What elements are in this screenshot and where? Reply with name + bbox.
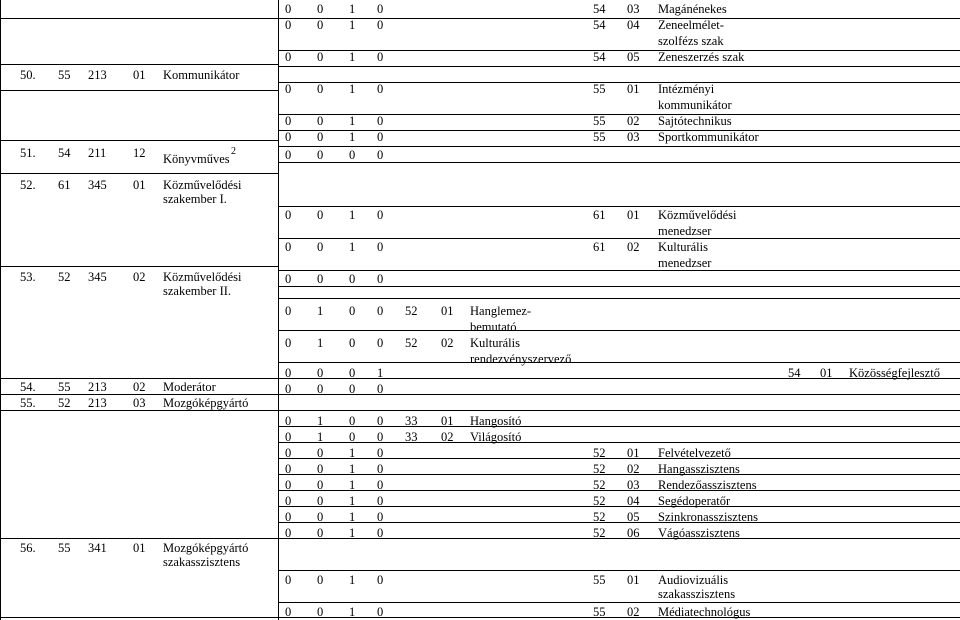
flag-cell: 0 [377,478,384,492]
occupation-name: Sajtótechnikus [658,114,732,128]
code-cell: 341 [88,541,107,555]
code-cell: 345 [88,270,107,284]
flag-cell: 0 [349,430,356,444]
code-cell: 01 [441,414,454,428]
code-cell: 02 [627,462,640,476]
flag-cell: 0 [377,240,384,254]
row-rule [278,602,960,603]
flag-cell: 0 [377,336,384,350]
row-number: 50. [20,68,36,82]
flag-cell: 0 [317,446,324,460]
code-cell: 55 [593,573,606,587]
footnote-marker: 2 [231,146,236,157]
code-cell: 52 [58,270,71,284]
code-cell: 55 [593,82,606,96]
flag-cell: 0 [285,494,292,508]
code-cell: 05 [627,510,640,524]
flag-cell: 0 [285,2,292,16]
code-cell: 61 [58,178,71,192]
flag-cell: 0 [317,130,324,144]
flag-cell: 0 [285,114,292,128]
flag-cell: 0 [377,2,384,16]
row-rule [278,330,960,331]
row-rule [278,362,960,363]
code-cell: 01 [627,82,640,96]
code-cell: 01 [627,446,640,460]
occupation-name: menedzser [658,224,712,238]
code-cell: 52 [593,494,606,508]
flag-cell: 1 [349,18,356,32]
flag-cell: 1 [349,2,356,16]
code-cell: 02 [627,240,640,254]
flag-cell: 0 [285,130,292,144]
code-cell: 33 [405,414,418,428]
code-cell: 02 [441,430,454,444]
code-cell: 03 [627,478,640,492]
flag-cell: 0 [285,605,292,619]
occupation-name: Közművelődési [163,178,242,192]
code-cell: 54 [593,2,606,16]
row-rule [0,394,278,395]
code-cell: 33 [405,430,418,444]
flag-cell: 1 [349,50,356,64]
row-rule [0,18,278,19]
occupation-name: Magánénekes [658,2,727,16]
flag-cell: 0 [285,430,292,444]
code-cell: 02 [441,336,454,350]
occupation-name: Intézményi [658,82,715,96]
flag-cell: 0 [285,208,292,222]
flag-cell: 0 [317,462,324,476]
flag-cell: 0 [317,2,324,16]
row-rule [0,410,278,411]
row-rule [0,378,278,379]
flag-cell: 0 [285,304,292,318]
flag-cell: 0 [377,414,384,428]
flag-cell: 0 [317,573,324,587]
row-number: 56. [20,541,36,555]
flag-cell: 0 [317,526,324,540]
code-cell: 52 [405,336,418,350]
row-rule [278,270,960,271]
flag-cell: 0 [377,382,384,396]
code-cell: 52 [593,462,606,476]
flag-cell: 0 [377,148,384,162]
code-cell: 55 [593,114,606,128]
occupation-name: szakember II. [163,284,232,298]
occupation-name: Rendezőasszisztens [658,478,757,492]
flag-cell: 1 [349,446,356,460]
code-cell: 52 [58,396,71,410]
row-rule [278,206,960,207]
flag-cell: 0 [349,148,356,162]
occupation-name: Segédoperatőr [658,494,731,508]
occupation-name: Médiatechnológus [658,605,751,619]
flag-cell: 0 [377,446,384,460]
row-rule [0,538,278,539]
row-rule [0,617,278,618]
row-rule [278,286,960,287]
flag-cell: 0 [285,382,292,396]
code-cell: 54 [593,18,606,32]
row-rule [278,238,960,239]
occupation-name: szakasszisztens [163,555,241,569]
flag-cell: 0 [317,240,324,254]
row-number: 51. [20,146,36,160]
flag-cell: 0 [377,494,384,508]
code-cell: 02 [133,380,146,394]
flag-cell: 0 [317,272,324,286]
flag-cell: 1 [349,240,356,254]
occupation-name: menedzser [658,256,712,270]
code-cell: 12 [133,146,146,160]
code-cell: 54 [58,146,71,160]
flag-cell: 1 [349,478,356,492]
flag-cell: 0 [377,573,384,587]
code-cell: 52 [593,526,606,540]
occupation-name: Kommunikátor [163,68,240,82]
flag-cell: 0 [349,414,356,428]
flag-cell: 0 [349,366,356,380]
occupation-name: Zeneelmélet- [658,18,724,32]
flag-cell: 1 [349,510,356,524]
code-cell: 01 [820,366,833,380]
occupation-name: Hangasszisztens [658,462,740,476]
row-rule [0,90,278,91]
flag-cell: 1 [317,414,324,428]
flag-cell: 0 [317,50,324,64]
code-cell: 55 [593,130,606,144]
flag-cell: 0 [317,605,324,619]
code-cell: 54 [593,50,606,64]
flag-cell: 0 [349,272,356,286]
code-cell: 04 [627,18,640,32]
flag-cell: 1 [349,573,356,587]
row-rule [0,64,278,65]
flag-cell: 0 [377,82,384,96]
column-rule [278,0,279,620]
code-cell: 213 [88,380,107,394]
flag-cell: 0 [285,50,292,64]
occupation-name: rendezvényszervező [470,352,572,366]
flag-cell: 0 [285,573,292,587]
flag-cell: 0 [317,82,324,96]
code-cell: 01 [441,304,454,318]
flag-cell: 0 [285,366,292,380]
code-cell: 345 [88,178,107,192]
flag-cell: 0 [285,336,292,350]
flag-cell: 0 [285,510,292,524]
code-cell: 01 [133,68,146,82]
flag-cell: 0 [317,494,324,508]
flag-cell: 1 [317,336,324,350]
code-cell: 01 [133,178,146,192]
occupation-name: Hangosító [470,414,522,428]
flag-cell: 0 [285,414,292,428]
flag-cell: 0 [317,208,324,222]
occupation-name: Hanglemez- [470,304,532,318]
column-rule [0,0,1,620]
occupation-name: Könyvműves [163,152,230,166]
code-cell: 04 [627,494,640,508]
flag-cell: 0 [377,510,384,524]
flag-cell: 1 [349,605,356,619]
code-cell: 01 [133,541,146,555]
code-cell: 55 [58,380,71,394]
flag-cell: 1 [317,304,324,318]
flag-cell: 0 [377,526,384,540]
occupation-name: Mozgóképgyártó [163,396,249,410]
code-cell: 55 [58,541,71,555]
code-cell: 05 [627,50,640,64]
flag-cell: 1 [349,462,356,476]
occupation-name: Közösségfejlesztő [849,366,940,380]
flag-cell: 0 [285,272,292,286]
flag-cell: 0 [377,130,384,144]
flag-cell: 0 [349,382,356,396]
row-rule [278,570,960,571]
code-cell: 03 [627,130,640,144]
code-cell: 54 [788,366,801,380]
row-rule [278,146,960,147]
row-rule [0,173,278,174]
flag-cell: 0 [317,114,324,128]
occupation-name: Mozgóképgyártó [163,541,249,555]
code-cell: 55 [58,68,71,82]
code-cell: 213 [88,396,107,410]
occupation-name: Közművelődési [658,208,737,222]
flag-cell: 0 [377,114,384,128]
flag-cell: 0 [317,148,324,162]
occupation-name: Kulturális [470,336,520,350]
occupation-name: Vágóasszisztens [658,526,740,540]
row-number: 54. [20,380,36,394]
flag-cell: 0 [377,462,384,476]
code-cell: 02 [133,270,146,284]
row-rule [278,410,960,411]
flag-cell: 1 [349,82,356,96]
row-number: 52. [20,178,36,192]
flag-cell: 0 [377,50,384,64]
flag-cell: 0 [285,240,292,254]
flag-cell: 0 [285,526,292,540]
occupation-name: Közművelődési [163,270,242,284]
code-cell: 52 [593,478,606,492]
code-cell: 02 [627,605,640,619]
occupation-name: Sportkommunikátor [658,130,759,144]
flag-cell: 1 [349,114,356,128]
occupation-name: szolfézs szak [658,34,724,48]
flag-cell: 0 [377,272,384,286]
flag-cell: 0 [317,366,324,380]
code-cell: 06 [627,526,640,540]
occupation-name: Világosító [470,430,522,444]
occupation-name: szakasszisztens [658,587,736,601]
flag-cell: 0 [285,82,292,96]
row-rule [0,140,278,141]
flag-cell: 1 [377,366,384,380]
code-cell: 03 [627,2,640,16]
code-cell: 01 [627,573,640,587]
occupation-name: Audiovizuális [658,573,729,587]
occupation-name: Zeneszerzés szak [658,50,745,64]
code-cell: 01 [627,208,640,222]
code-cell: 211 [88,146,107,160]
flag-cell: 1 [349,208,356,222]
code-cell: 02 [627,114,640,128]
code-cell: 55 [593,605,606,619]
flag-cell: 0 [349,336,356,350]
flag-cell: 0 [285,148,292,162]
code-cell: 213 [88,68,107,82]
code-cell: 61 [593,240,606,254]
flag-cell: 0 [377,304,384,318]
occupation-name: Szinkronasszisztens [658,510,758,524]
flag-cell: 0 [377,18,384,32]
flag-cell: 0 [285,462,292,476]
row-rule [278,66,960,67]
code-cell: 03 [133,396,146,410]
row-number: 55. [20,396,36,410]
flag-cell: 1 [349,130,356,144]
occupation-name: bemutató [470,320,517,334]
flag-cell: 0 [317,382,324,396]
flag-cell: 0 [377,208,384,222]
row-rule [278,162,960,163]
flag-cell: 0 [349,304,356,318]
flag-cell: 0 [317,478,324,492]
flag-cell: 0 [317,510,324,524]
flag-cell: 0 [317,18,324,32]
flag-cell: 0 [285,18,292,32]
code-cell: 52 [593,446,606,460]
occupation-name: Felvételvezető [658,446,731,460]
flag-cell: 1 [317,430,324,444]
flag-cell: 0 [377,430,384,444]
code-cell: 61 [593,208,606,222]
occupation-name: Kulturális [658,240,708,254]
flag-cell: 1 [349,494,356,508]
flag-cell: 0 [285,478,292,492]
row-number: 53. [20,270,36,284]
row-rule [278,298,960,299]
occupation-name: szakember I. [163,192,227,206]
code-cell: 52 [593,510,606,524]
flag-cell: 0 [377,605,384,619]
row-rule [0,266,278,267]
occupation-name: kommunikátor [658,98,732,112]
flag-cell: 1 [349,526,356,540]
occupation-name: Moderátor [163,380,216,394]
code-cell: 52 [405,304,418,318]
flag-cell: 0 [285,446,292,460]
